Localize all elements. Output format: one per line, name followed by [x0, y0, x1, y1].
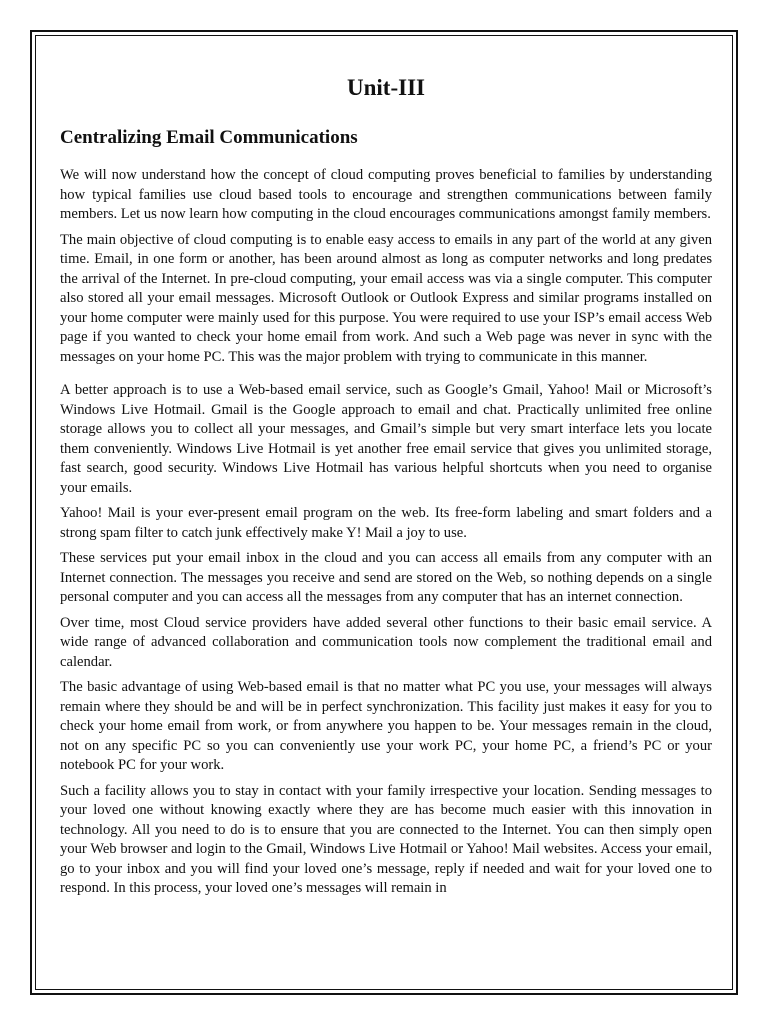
paragraph-yahoo-mail: Yahoo! Mail is your ever-present email program on the web. Its free-form labeling and smart folders and a strong spam filter to catch junk effectively make Y! Mail a joy to use.: [60, 505, 712, 541]
paragraph-objective: The main objective of cloud computing is to enable easy access to emails in any part of the world at any given time. Email, in one form or another, has been around almost as long as computer networks and long predates the arrival of the Internet. In pre-cloud computing, your email access was via a single computer. This computer also stored all your email messages. Microsoft Outlook or Outlook Express and similar programs installed on your home computer were mainly used for this purpose. You were required to use your ISP’s email access Web page if you wanted to check your home email from work. And such a Web page was never in sync with the messages on your home PC. This was the major problem with trying to communicate in this manner.: [60, 231, 712, 365]
paragraph-cloud-inbox: These services put your email inbox in the cloud and you can access all emails from any computer with an Internet connection. The messages you receive and send are stored on the Web, so nothing depends on a single personal computer and you can access all the messages from any computer that has an internet connection.: [60, 550, 712, 606]
page-border: [30, 30, 738, 995]
paragraph-providers: Over time, most Cloud service providers have added several other functions to their basic email service. A wide range of advanced collaboration and communication tools now complement the traditional email and calendar.: [60, 614, 712, 670]
paragraph-family-contact: Such a facility allows you to stay in contact with your family irrespective your location. Sending messages to your loved one without knowing exactly where they are has become much easier with this innovation in technology. All you need to do is to ensure that you are connected to the Internet. You can then simply open your Web browser and login to the Gmail, Windows Live Hotmail or Yahoo! Mail websites. Access your email, go to your inbox and you will find your loved one’s message, reply if needed and wait for your loved one to respond. In this process, your loved one’s messages will remain in: [60, 782, 712, 897]
paragraph-web-email: A better approach is to use a Web-based email service, such as Google’s Gmail, Yahoo! Mail or Microsoft’s Windows Live Hotmail. Gmail is the Google approach to email and chat. Practically unlimited free online storage allows you to collect all your messages, and Gmail’s simple but very smart interface lets you locate them conveniently. Windows Live Hotmail is yet another free email service that gives you unlimited storage, fast search, good security. Windows Live Hotmail has various helpful shortcuts when you need to organise your emails.: [60, 382, 712, 496]
paragraph-intro: We will now understand how the concept of cloud computing proves beneficial to families by understanding how typical families use cloud based tools to encourage and strengthen communications between family members. Let us now learn how computing in the cloud encourages communications amongst family members.: [60, 167, 712, 223]
section-heading: Centralizing Email Communications: [60, 126, 358, 148]
paragraph-advantage: The basic advantage of using Web-based email is that no matter what PC you use, your messages will always remain where they should be and will be in perfect synchronization. This facility just makes it easy for you to check your home email from work, or from anywhere you happen to be. Your messages remain in the cloud, not on any specific PC so you can conveniently use your work PC, your home PC, a friend’s PC or your notebook PC for your work.: [60, 679, 712, 774]
page-content: [60, 74, 712, 983]
unit-title: Unit-III: [347, 75, 425, 100]
